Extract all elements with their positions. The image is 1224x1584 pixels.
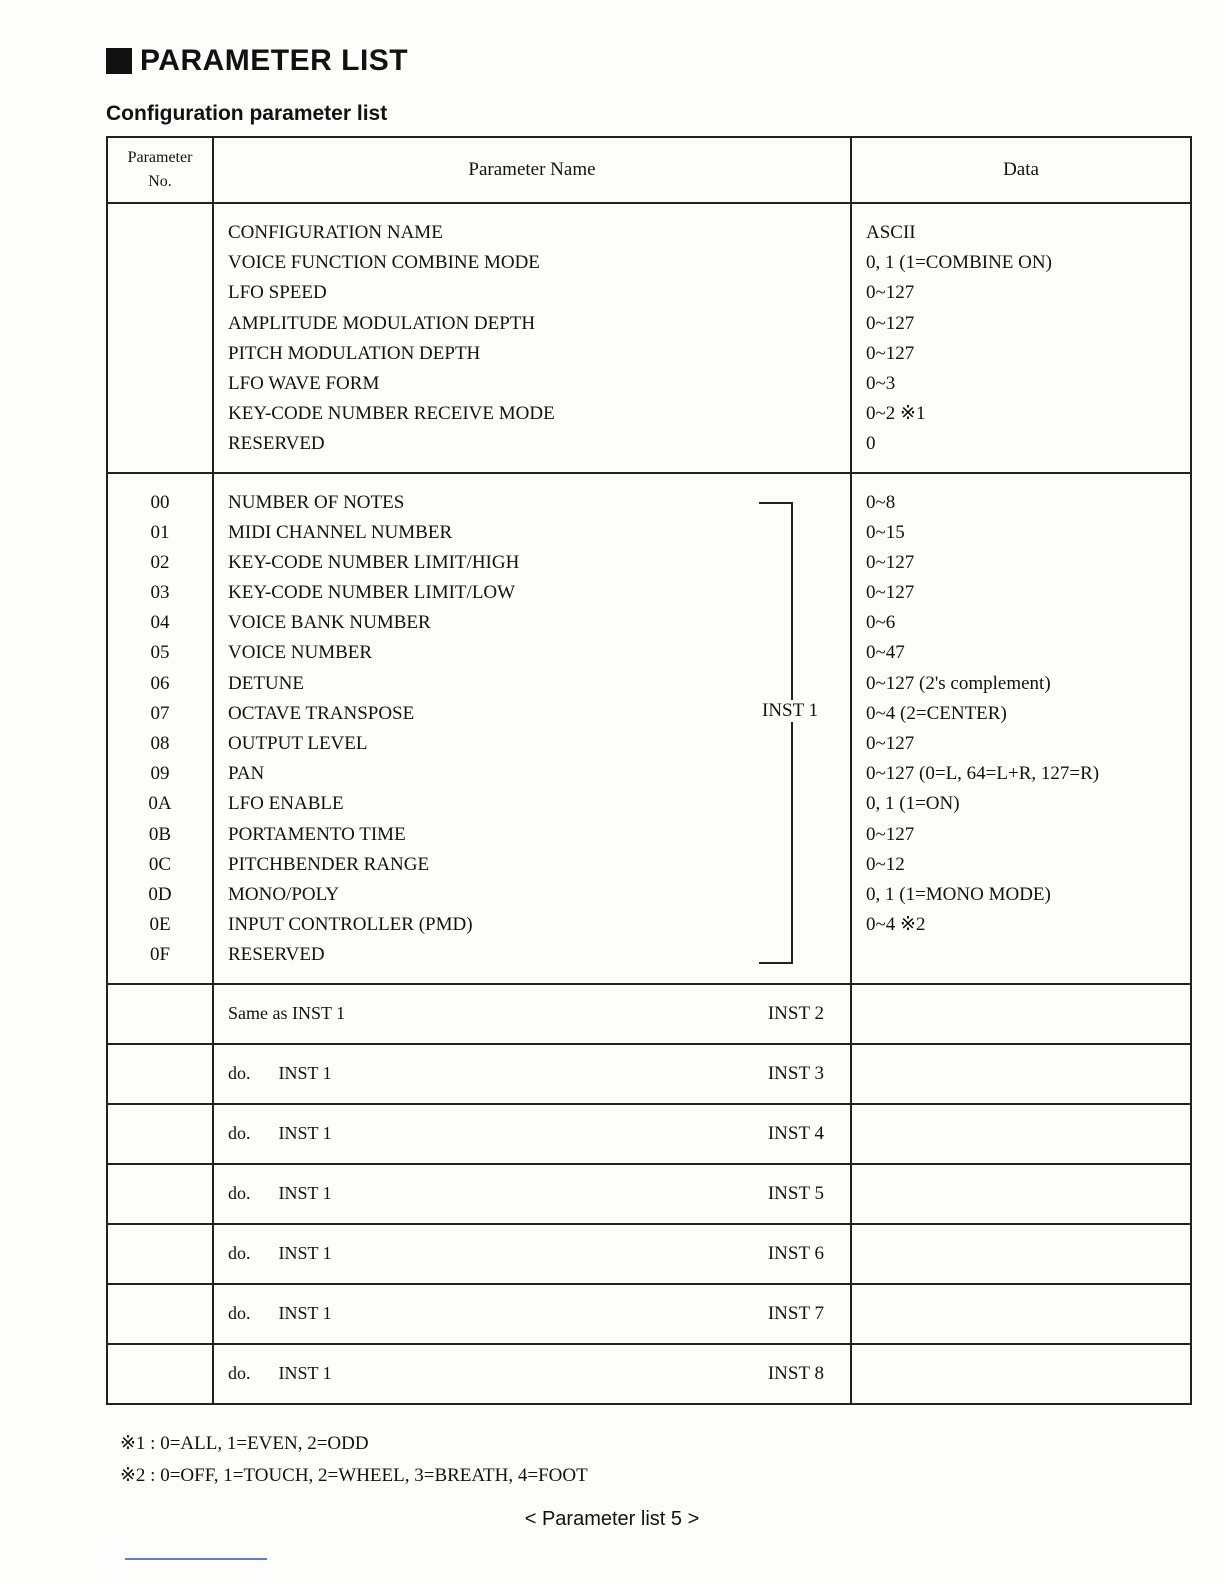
same-text-a: do. (228, 1063, 251, 1083)
table-row (107, 1164, 1191, 1224)
parameter-name: MIDI CHANNEL NUMBER (228, 521, 453, 543)
header-data: Data (851, 137, 1191, 203)
page-title-text: PARAMETER LIST (140, 44, 409, 77)
inst-name-cell (213, 473, 851, 984)
parameter-data: 0~15 (866, 521, 905, 543)
same-text-b: INST 1 (278, 1243, 332, 1263)
parameter-number: 00 (150, 491, 170, 513)
parameter-data: 0~2 ※1 (866, 403, 926, 425)
parameter-number (108, 399, 212, 429)
same-no-cell (107, 1344, 213, 1404)
same-text-a: Same as INST 1 (228, 1003, 346, 1023)
same-no-cell (107, 1224, 213, 1284)
parameter-data: 0~127 (866, 551, 915, 573)
parameter-number (108, 248, 212, 278)
same-data-cell (851, 1284, 1191, 1344)
parameter-number: 0E (149, 914, 171, 936)
parameter-name: OCTAVE TRANSPOSE (228, 702, 415, 724)
inst-label: INST 4 (767, 1122, 824, 1144)
parameter-data: 0, 1 (1=ON) (866, 793, 960, 815)
header-no-line2: No. (148, 173, 172, 190)
parameter-data: 0~12 (866, 853, 905, 875)
parameter-number: 05 (150, 642, 170, 664)
page-footer: < Parameter list 5 > (524, 1508, 700, 1530)
inst-no-cell (107, 473, 213, 984)
parameter-number: 0F (149, 944, 171, 966)
config-no-cell (107, 203, 213, 473)
table-row (107, 1344, 1191, 1404)
parameter-name: PAN (228, 763, 265, 785)
same-no-cell (107, 984, 213, 1044)
same-data-cell (851, 1344, 1191, 1404)
parameter-number: 0B (148, 823, 172, 845)
parameter-data: 0, 1 (1=MONO MODE) (866, 883, 1051, 905)
parameter-number: 0A (148, 793, 172, 815)
inst1-block-row (107, 473, 1191, 984)
parameter-name: AMPLITUDE MODULATION DEPTH (228, 312, 536, 334)
same-name-cell (213, 1224, 851, 1284)
header-parameter-no (107, 137, 213, 203)
parameter-data: 0~4 (2=CENTER) (866, 702, 1007, 724)
same-text-a: do. (228, 1303, 251, 1323)
parameter-name: PITCHBENDER RANGE (228, 853, 430, 875)
inst-label: INST 7 (767, 1302, 824, 1324)
parameter-data: 0~127 (2's complement) (866, 672, 1051, 694)
inst-data-cell (851, 473, 1191, 984)
parameter-name: LFO SPEED (228, 282, 327, 304)
same-text-b: INST 1 (278, 1363, 332, 1383)
parameter-number (108, 339, 212, 369)
parameter-name: RESERVED (228, 433, 325, 455)
section-subtitle: Configuration parameter list (106, 102, 388, 125)
parameter-data: 0~127 (0=L, 64=L+R, 127=R) (866, 763, 1100, 785)
parameter-data: 0~3 (866, 372, 896, 394)
table-row (107, 1104, 1191, 1164)
parameter-data: 0, 1 (1=COMBINE ON) (866, 252, 1052, 274)
parameter-name: LFO WAVE FORM (228, 372, 380, 394)
config-block-row (107, 203, 1191, 473)
inst-label: INST 2 (767, 1002, 824, 1024)
same-name-cell (213, 1044, 851, 1104)
header-no-line1: Parameter (127, 149, 193, 166)
footer-rule (125, 1558, 267, 1560)
parameter-data: ASCII (866, 222, 916, 243)
footnote-1: ※1 : 0=ALL, 1=EVEN, 2=ODD (120, 1433, 369, 1454)
title-square-icon (106, 48, 132, 74)
parameter-data: 0~6 (866, 612, 896, 634)
parameter-data: 0~127 (866, 282, 915, 304)
parameter-name: PITCH MODULATION DEPTH (228, 342, 481, 364)
same-name-cell (213, 1164, 851, 1224)
config-name-cell (213, 203, 851, 473)
parameter-name: VOICE BANK NUMBER (228, 612, 431, 634)
parameter-name: VOICE FUNCTION COMBINE MODE (228, 252, 540, 274)
same-data-cell (851, 1104, 1191, 1164)
same-data-cell (851, 984, 1191, 1044)
same-no-cell (107, 1284, 213, 1344)
same-text-b: INST 1 (278, 1063, 332, 1083)
parameter-number (108, 309, 212, 339)
same-data-cell (851, 1044, 1191, 1104)
parameter-number (108, 429, 212, 459)
table-row (107, 1284, 1191, 1344)
parameter-data: 0~4 ※2 (866, 914, 926, 936)
parameter-name: MONO/POLY (228, 883, 340, 905)
same-text-b: INST 1 (278, 1123, 332, 1143)
parameter-number: 09 (150, 763, 170, 785)
parameter-number (108, 218, 212, 248)
header-parameter-name: Parameter Name (213, 137, 851, 203)
parameter-name: PORTAMENTO TIME (228, 823, 406, 845)
same-name-cell (213, 1344, 851, 1404)
same-no-cell (107, 1164, 213, 1224)
parameter-number (108, 369, 212, 399)
parameter-name: LFO ENABLE (228, 793, 344, 815)
parameter-name: CONFIGURATION NAME (228, 222, 443, 243)
parameter-number: 03 (150, 582, 170, 604)
parameter-number: 04 (150, 612, 170, 634)
same-text-b: INST 1 (278, 1183, 332, 1203)
table-header-row (107, 137, 1191, 203)
parameter-name: OUTPUT LEVEL (228, 733, 368, 754)
config-data-cell (851, 203, 1191, 473)
parameter-name: VOICE NUMBER (228, 642, 373, 664)
parameter-number: 06 (150, 672, 170, 694)
parameter-data: 0~127 (866, 582, 915, 604)
inst-label: INST 6 (767, 1242, 824, 1264)
parameter-name: KEY-CODE NUMBER RECEIVE MODE (228, 403, 555, 425)
parameter-number: 01 (150, 521, 170, 543)
inst1-label: INST 1 (762, 699, 819, 721)
parameter-number: 0D (148, 883, 172, 905)
parameter-number: 02 (150, 551, 170, 573)
same-text-a: do. (228, 1123, 251, 1143)
parameter-number: 07 (150, 702, 170, 724)
same-text-a: do. (228, 1243, 251, 1263)
page-title (106, 44, 408, 78)
parameter-data: 0 (866, 433, 876, 455)
parameter-data: 0~127 (866, 823, 915, 845)
parameter-name: KEY-CODE NUMBER LIMIT/LOW (228, 582, 516, 604)
inst1-bracket (759, 502, 793, 964)
inst-label: INST 3 (767, 1062, 824, 1084)
parameter-data: 0~127 (866, 312, 915, 334)
parameter-number: 08 (150, 733, 170, 754)
parameter-data: 0~127 (866, 342, 915, 364)
parameter-name: NUMBER OF NOTES (228, 491, 405, 513)
parameter-data: 0~47 (866, 642, 905, 664)
same-name-cell (213, 1284, 851, 1344)
parameter-number (108, 278, 212, 308)
same-name-cell (213, 984, 851, 1044)
same-name-cell (213, 1104, 851, 1164)
parameter-name: DETUNE (228, 672, 304, 694)
table-row (107, 1224, 1191, 1284)
parameter-name: KEY-CODE NUMBER LIMIT/HIGH (228, 551, 520, 573)
parameter-number: 0C (148, 853, 172, 875)
inst-label: INST 8 (767, 1362, 824, 1384)
same-text-a: do. (228, 1183, 251, 1203)
table-row (107, 1044, 1191, 1104)
same-data-cell (851, 1164, 1191, 1224)
footnote-2: ※2 : 0=OFF, 1=TOUCH, 2=WHEEL, 3=BREATH, 4=FOOT (120, 1465, 588, 1486)
parameter-data (866, 940, 1190, 970)
parameter-data: 0~127 (866, 733, 915, 754)
same-no-cell (107, 1104, 213, 1164)
same-data-cell (851, 1224, 1191, 1284)
same-no-cell (107, 1044, 213, 1104)
parameter-name: INPUT CONTROLLER (PMD) (228, 914, 473, 936)
inst-label: INST 5 (767, 1182, 824, 1204)
table-row (107, 984, 1191, 1044)
same-text-a: do. (228, 1363, 251, 1383)
parameter-table (106, 136, 1192, 1405)
parameter-name: RESERVED (228, 944, 325, 966)
same-text-b: INST 1 (278, 1303, 332, 1323)
parameter-data: 0~8 (866, 491, 896, 513)
